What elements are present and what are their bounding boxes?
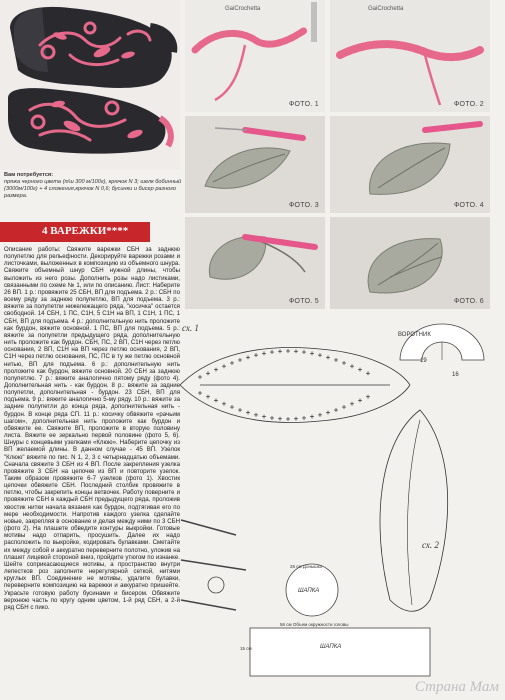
photo-6-caption: ФОТО. 6 [453,298,484,305]
watermark-text: Страна Мам [414,679,499,695]
hat-height-label: 15 см [240,646,252,651]
scheme-1-label: сх. 1 [182,323,199,333]
scheme-2-label: сх. 2 [422,540,439,550]
hat-label-2: ШАПКА [320,644,342,650]
page-title: 4 ВАРЕЖКИ**** [42,225,129,237]
hat-label-1: ШАПКА [298,588,320,594]
title-bar [0,222,180,242]
scheme-2-diagram [360,400,490,630]
instructions-text: Описание работы: Свяжите варежки СБН за заднюю полупетлю для рельефности. Декорируйте варежки розами и листочками, выложенных в композицию из объемного шнура. Свяжите объемный шнур СБН нужной длины, чтобы выложить из него розы. Дополнить розы надо листиками, связанными по схеме № 1, или по описанию. Лист: Наберите 26 ВП. 1 р.: провяжите 25 СБН, ВП для подъема. 2 р.: СБН по всему ряду за заднюю полупетлю, ВП для подъема. 3 р.: вяжите за полупетли нижележащего ряда, "косичка" остается свободной. 14 СБН, 1 ПС, С1Н, 5 С1Н на ВП, 1 С1Н, 1 ПС, 1 СБН, ВП для подъема. 4 р.: дополнительную нить проложите как бурдон, вяжите основной. 1 ПС, ВП для подъема. 5 р.: вяжите за полупетли предыдущего ряда, дополнительную нить проложите как бурдон. СБН, ПС, 2 ВП, С1Н через петлю основания, 2 ВП, С1Н на ВП через петлю основания, 2 ВП, С1Н через петлю основания, ПС, ПС в ту же петлю основной нитью, ВП для подъема. 6 р.: дополнительную нить проложите как бурдон, вяжите основной. 20 СБН за заднюю полупетлю. 7 р.: вяжите аналогично пятому ряду (фото 4). Дополнительная нить - как бурдон. 8 р.: вяжите за задние полупетли, дополнительная - бурдон. 23 СБН, ВП для подъема. 9 р.: вяжите аналогично 5-му ряду. 10 р.: вяжите за задние полупетли до конца ряда, дополнительная нить - бурдон. В конце ряда СП. 11 р.: косичку обвяжите «рачьим шагом», дополнительная нить проложите как бурдон и обвяжите ее. Свяжите ВП, проложите в вторую половину листа. Вяжите ее зеркально первой половине (фото 5, 6). Шнуры с концевыми узелками «Клюю». Наберите цепочку из ВП желаемой длины. В данном случае - 45 ВП. Узелок "Клюю" вяжите по пис. N 1, 2, 3 с четырнадцатью объемами. Сначала свяжите 3 СБН из 4 ВП. После закрепления узелка провяжите 3 СБН на цепочке из ВП и повторите узелок. Таким образом провяжите 6-7 узелков (фото 1). Хвостик цепочки обвяжите СБН. Последний столбик провяжите в петлю, чтобы закрепить концы ветвочек. Работу поверните и провяжите СБН в каждый СБН предыдущего ряда, проложив хвостик нитки начала вязания как бурдон, подтягивая его по мере необходимости. Напротив каждого узелка сделайте новые, закрепляя в основание и делая между ними по 3 СБН (фото 2). На плашете обведите контуры выкройки. Готовые мотивы надо отпарить, просушить. Далее их надо расположить по выкройке, кодировать булавками. Сметайте их между собой и аккуратно переверните полотно, уложив на плашет лицевой стороной вниз, пройдите утюгом по изнанке. Шейте соприкасающиеся мотивы, а пространство внутри лепестков роз заполните нерегулярной сеткой, нитями круглых ВП. Соединение не мотивы, удалите булавки, переверните композицию на варежки и аккуратно пришейте. Украсьте готовую работу бусинами и бисером. Обвяжите верхнюю часть по кругу одним цветом, 1-й ряд СБН, а 2-й ряд СБН с пико. [4,246,180,611]
materials-heading: Вам потребуется: [4,172,54,178]
photo-watermark-2: GaiCrochetta [368,6,404,12]
photo-watermark-1: GaiCrochetta [225,6,261,12]
collar-dim-1: 19 [420,358,427,364]
materials-block [4,172,182,200]
collar-pattern [392,320,492,400]
photo-4 [330,116,490,213]
collar-dim-2: 16 [452,372,459,378]
photo-4-caption: ФОТО. 4 [453,202,484,209]
photo-5 [185,217,325,309]
hook-illustration [176,500,256,620]
site-watermark [415,679,499,696]
mittens-photo [0,0,180,170]
photo-2 [330,0,490,112]
photo-2-caption: ФОТО. 2 [453,101,484,108]
photo-3-caption: ФОТО. 3 [288,202,319,209]
materials-text: пряжа черного цвета (п/ш 300 м/100г), крючок N 3; шелк бобинный (3000м/100г) + 4 сложения,крючок N 0,6; бусинки и бисер разного размера. [4,179,182,199]
photo-6 [330,217,490,309]
hat-band [240,622,440,682]
photo-1 [185,0,325,112]
photo-1-caption: ФОТО. 1 [288,101,319,108]
hat-width-label: 56 см Объем окружности головы [280,622,349,627]
collar-label: ВОРОТНИК [398,332,431,338]
hat-top-label: 25 см Донышко [290,564,323,569]
photo-5-caption: ФОТО. 5 [288,298,319,305]
hat-pattern [262,560,362,620]
photo-3 [185,116,325,213]
